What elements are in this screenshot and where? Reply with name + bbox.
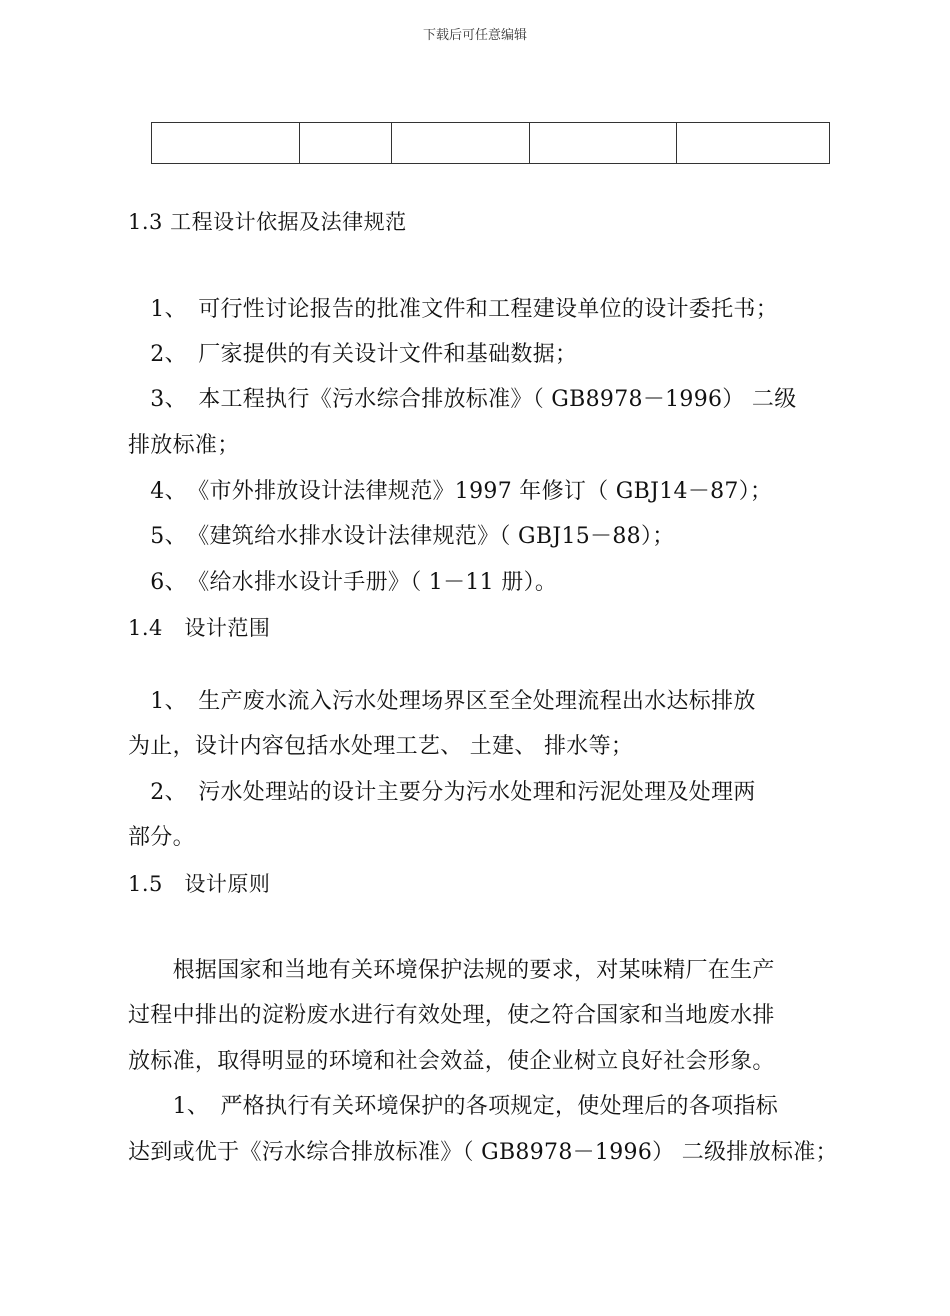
table-cell [392,123,530,164]
table-cell [677,123,830,164]
text-line: 放标准，取得明显的环境和社会效益，使企业树立良好社会形象。 [128,1049,775,1074]
text-line: 2、 污水处理站的设计主要分为污水处理和污泥处理及处理两 [128,780,756,805]
text-line: 1、 可行性讨论报告的批准文件和工程建设单位的设计委托书； [128,297,778,322]
table-row [152,123,830,164]
text-line: 3、 本工程执行《污水综合排放标准》（ GB8978－1996） 二级 [128,387,797,412]
text-line: 过程中排出的淀粉废水进行有效处理，使之符合国家和当地废水排 [128,1003,775,1028]
section-heading-1-4: 1.4 设计范围 [128,616,271,640]
table-cell [300,123,392,164]
text-line: 1、 严格执行有关环境保护的各项规定，使处理后的各项指标 [128,1094,778,1119]
text-line: 6、 《给水排水设计手册》（ 1－11 册）。 [128,570,558,595]
page-header: 下载后可任意编辑 [422,28,527,43]
text-line: 1、 生产废水流入污水处理场界区至全处理流程出水达标排放 [128,689,756,714]
text-line: 部分。 [128,825,195,850]
text-line: 为止，设计内容包括水处理工艺、 土建、 排水等； [128,734,634,759]
text-line: 2、 厂家提供的有关设计文件和基础数据； [128,342,578,367]
empty-table [151,122,830,164]
text-line: 根据国家和当地有关环境保护法规的要求，对某味精厂在生产 [128,958,775,983]
section-heading-1-5: 1.5 设计原则 [128,872,271,896]
text-line: 4、 《市外排放设计法律规范》1997 年修订（ GBJ14－87）； [128,479,773,504]
table-cell [152,123,300,164]
table-cell [530,123,677,164]
section-heading-1-3: 1.3 工程设计依据及法律规范 [128,210,407,234]
text-line: 达到或优于《污水综合排放标准》（ GB8978－1996） 二级排放标准； [128,1140,838,1165]
text-line: 排放标准； [128,433,240,458]
text-line: 5、 《建筑给水排水设计法律规范》（ GBJ15－88）； [128,524,675,549]
